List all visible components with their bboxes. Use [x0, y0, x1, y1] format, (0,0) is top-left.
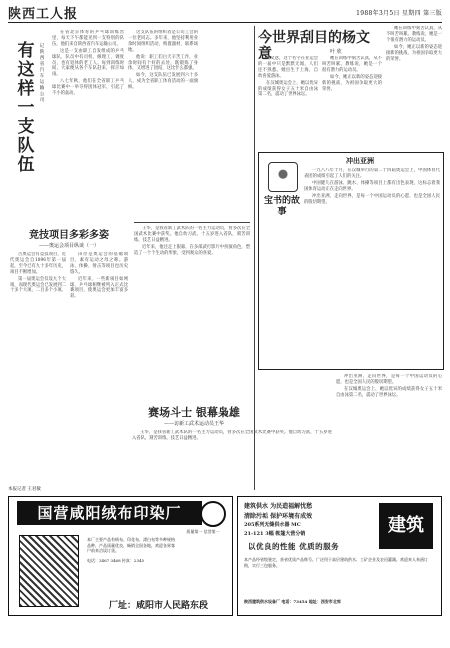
feature-paragraph: 如今，这支队伍已发展到六十多人，成为全省职工体育活动的一面旗帜。 — [128, 73, 198, 91]
ad-line-4: 21-121 3幅 帐篷大营分销 — [244, 531, 306, 537]
water-supply-ad[interactable] — [237, 496, 442, 616]
feature-paragraph: 这支队伍的组织者是公司工会的一位老同志。多年来，他坚持利用业余时间组织活动，购置器材，联系场地。 — [128, 30, 198, 53]
ad-body — [87, 537, 177, 563]
fabric-image — [19, 535, 79, 607]
ad-line-1: 建筑供水 为民造福解忧愁 — [244, 503, 313, 510]
feature-paragraph: 这是一支由职工自发组成的乒乓球队，队员中有司机、修理工、调度员，也有退休的老工人。每到训练时间，大家便从各个车队赶来，挥汗如雨。 — [52, 48, 124, 78]
feature-byline: 本报记者 王君敏 — [8, 487, 41, 492]
profile-paragraph: 近年来，一些新项目如网球、乒乓球相继被列入正式比赛项目，使奥运会更加丰富多彩。 — [70, 276, 128, 300]
feature-subtitle: 记陕西省汽车运输公司 — [39, 44, 45, 103]
newspaper-logo: 陕西工人报 — [8, 7, 79, 22]
ad-address: 厂址：咸阳市人民路东段 — [109, 601, 209, 611]
champion-paragraph: 近年来，他还走上银幕，在多部武打影片中扮演角色，塑造了一个个生动的形象，受到观众的喜爱。 — [134, 244, 250, 256]
feature-column-b — [128, 30, 198, 218]
ad-description: 本厂主要产品有绒布、印花布、漂白布等多种规格品种，产品质量优良，畅销全国各地，欢迎各界客户前来洽谈订货。 — [87, 537, 175, 553]
profile-subhead: ——奥运会项目纵谈（一） — [38, 243, 99, 249]
column-badge: 宝书的故事 — [263, 196, 300, 217]
story-paragraph: 她在训练中刻苦认真，从不叫苦叫累。教练说，她是一个很有潜力的运动员。 — [386, 26, 442, 43]
story-headline: 今世界刮目的杨文意 — [258, 30, 370, 62]
story-paragraph: 在汉城奥运会上，她以优异的成绩获得女子五十米自由泳第二名，震动了世界泳坛。 — [336, 386, 442, 398]
story-paragraph: 如今，她正以新的姿态迎接新的挑战，为祖国争取更大的荣誉。 — [386, 44, 442, 62]
champion-headline: 赛场斗士 银幕枭雄 — [148, 406, 240, 419]
feature-paragraph: 在省北京体育的乒乓球训练营里，每天下午都能见到一支特别的队伍，他们来自陕西省汽车运输公司。 — [52, 30, 124, 47]
champion-subhead: ——访新工武术运动员王华 — [163, 421, 224, 427]
ad-banner: 国营咸阳绒布印染厂 — [17, 501, 202, 525]
ad-motto: 质量第一 信誉第一 — [186, 529, 220, 534]
champion-column-bottom — [132, 430, 332, 488]
section-divider — [134, 222, 250, 223]
profile-column-a — [10, 252, 66, 402]
story-column-a — [258, 56, 318, 152]
feature-paragraph: 他说：职工们白天辛苦工作，业余时间有个好的去处，既锻炼了身体，又增进了团结，这比什么都强。 — [128, 54, 198, 72]
column-story-text-a — [304, 168, 440, 364]
textile-factory-ad[interactable] — [8, 496, 233, 616]
profile-paragraph: 田径是奥运会的基础项目，素有运动之母之称。游泳、体操、射击等项目也历史悠久。 — [70, 252, 128, 275]
story-column-b — [322, 56, 382, 152]
ad-slogan: 以优良的性能 优质的服务 — [248, 542, 340, 551]
story-continuation — [336, 374, 442, 490]
issue-dateline: 1988年3月5日 星期四 第三版 — [356, 10, 442, 17]
story-author: 叶 欣 — [330, 49, 342, 55]
profile-paragraph: 第一届奥运会仅设九个大项，而现代奥运会已发展到二十多个大项，二百多个小项。 — [10, 276, 66, 294]
story-paragraph: 如今，她正以新的姿态迎接新的挑战，为祖国争取更大的荣誉。 — [322, 74, 382, 92]
brand-logo: 建筑 — [379, 503, 433, 549]
champion-paragraph: 王华，是我省新工武术队的一名主力运动员，曾多次在全国武术比赛中获奖。他自幼习武，十五岁进入省队，刻苦训练，技艺日益精进。 — [132, 430, 332, 441]
column-story-headline: 冲出亚洲 — [346, 156, 374, 165]
feature-column-a — [52, 30, 124, 218]
ad-maker: 陕西建筑供水设备厂 电话：73454 地址：西安市北郊 — [244, 599, 341, 604]
champion-column-top — [134, 226, 250, 376]
ad-fine-print: 本产品经省级鉴定，获省优质产品称号。广泛用于高层建筑供水、工矿企业及农田灌溉。欢迎来人来函订购，实行三包服务。 — [244, 557, 428, 568]
column-divider — [254, 26, 255, 490]
story-paragraph: 她在训练中刻苦认真，从不叫苦叫累。教练说，她是一个很有潜力的运动员。 — [322, 56, 382, 73]
profile-headline: 竞技项目多彩多姿 — [29, 230, 109, 241]
ad-line-2: 清除污垢 保护环境有成效 — [244, 513, 313, 520]
column-story-paragraph: 中国健儿在游泳、跳水、体操等项目上都有出色表现，这标志着我国体育运动正在走向世界。 — [304, 180, 440, 192]
ad-contact: 电话：3467 3468 传真：2345 — [87, 557, 145, 563]
feature-title: 有这样一支队伍 — [17, 41, 35, 175]
story-paragraph: 杨文意，这个名字在亚运会的一届中只是默默无闻，人们还不熟悉。她出生于上海，自幼喜爱游泳。 — [258, 56, 318, 79]
feature-paragraph: 八七年秋，他们在全省职工乒乓球比赛中一举夺得团体冠军，引起了不小的轰动。 — [52, 79, 124, 97]
ad-line-3: 205系列无缝供水器 MC — [244, 522, 301, 528]
story-paragraph: 冲出亚洲，走向世界，是每一个中国运动员的心愿，也是全国人民的殷切期望。 — [336, 374, 442, 385]
column-story-paragraph: 一九八八年十月，在汉城举行的第二十四届奥运会上，中国体育代表团的成绩引起了人们的关注。 — [304, 168, 440, 179]
column-story-paragraph: 冲出亚洲，走向世界，是每一个中国运动员的心愿，也是全国人民的殷切期望。 — [304, 193, 440, 205]
profile-paragraph: 古奥运会有竞技项目，近代奥运会自1896年第一届起，至今已有九十多年历史，项目不断增加。 — [10, 252, 66, 275]
masthead — [8, 3, 442, 23]
champion-paragraph: 王华，是我省新工武术队的一名主力运动员，曾多次在全国武术比赛中获奖。他自幼习武，十五岁进入省队，刻苦训练，技艺日益精进。 — [134, 226, 250, 243]
profile-column-b — [70, 252, 128, 402]
story-paragraph: 在汉城奥运会上，她以优异的成绩获得女子五十米自由泳第二名，震动了世界泳坛。 — [258, 80, 318, 98]
factory-logo-icon — [200, 501, 226, 527]
column-illustration — [268, 162, 298, 192]
